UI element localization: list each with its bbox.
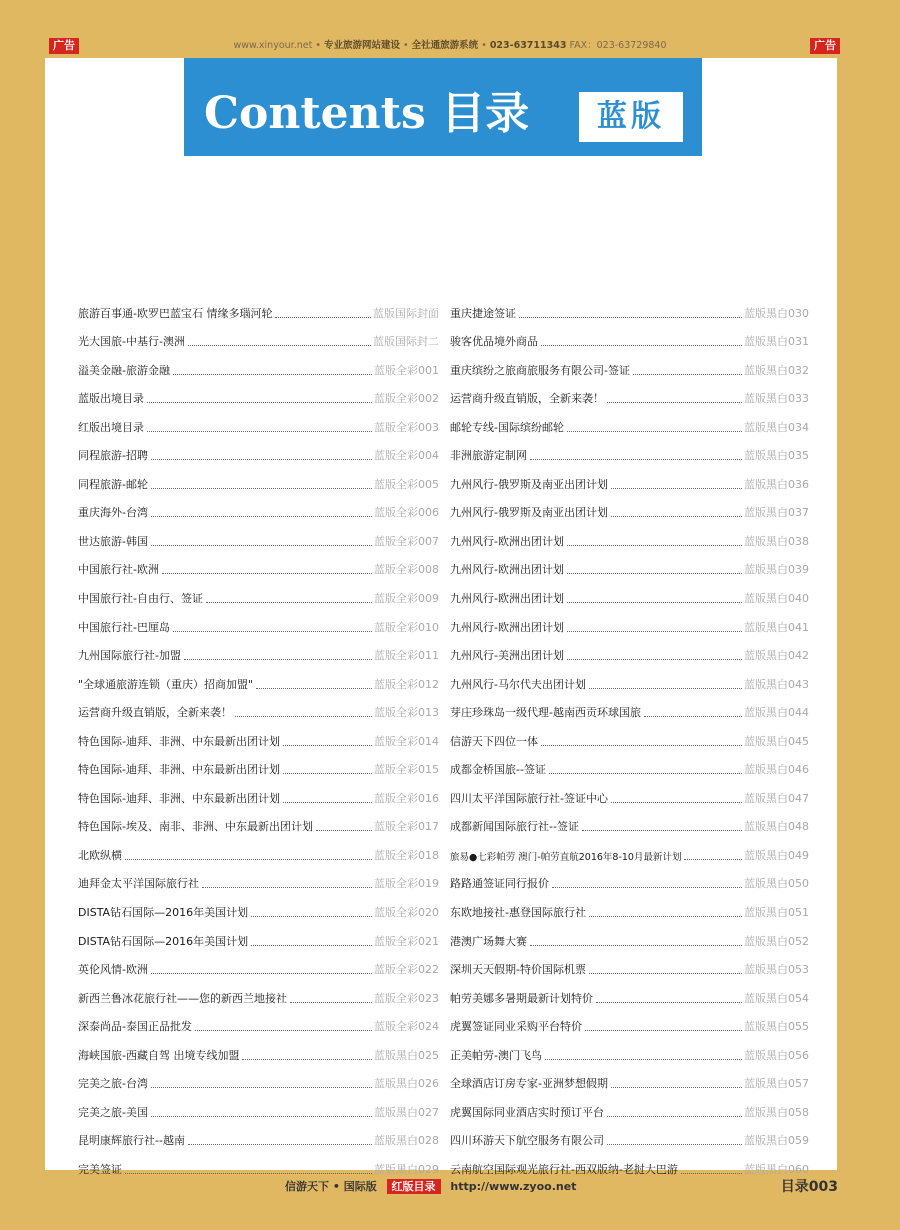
- toc-entry[interactable]: [78, 1006, 439, 1035]
- toc-entry-page: 蓝版黑白025: [374, 1048, 439, 1062]
- toc-leader-dots: [173, 631, 372, 632]
- toc-entry-title: DISTA钻石国际—2016年美国计划: [78, 934, 249, 948]
- toc-entry-page: 蓝版黑白051: [744, 906, 809, 920]
- toc-entry-title: 虎翼签证同业采购平台特价: [450, 1020, 582, 1034]
- toc-entry-title: 邮轮专线-国际缤纷邮轮: [450, 420, 564, 434]
- toc-entry-title: 世达旅游-韩国: [78, 534, 148, 548]
- toc-entry[interactable]: [78, 920, 439, 949]
- toc-entry[interactable]: [450, 577, 809, 606]
- toc-leader-dots: [151, 973, 372, 974]
- toc-leader-dots: [275, 317, 371, 318]
- banner-title: Contents 目录: [204, 88, 530, 139]
- toc-entry[interactable]: [450, 378, 809, 407]
- toc-entry-title: 深圳天天假期-特价国际机票: [450, 963, 586, 977]
- toc-leader-dots: [611, 516, 742, 517]
- toc-entry-page: 蓝版全彩012: [374, 677, 439, 691]
- toc-entry-title: 中国旅行社-巴厘岛: [78, 620, 170, 634]
- toc-entry-page: 蓝版黑白054: [744, 991, 809, 1005]
- toc-entry-title: 港澳广场舞大赛: [450, 934, 527, 948]
- toc-entry-page: 蓝版全彩017: [374, 820, 439, 834]
- toc-leader-dots: [589, 916, 742, 917]
- toc-entry[interactable]: [450, 492, 809, 521]
- toc-entry-page: 蓝版黑白043: [744, 677, 809, 691]
- toc-entry-page: 蓝版黑白032: [744, 363, 809, 377]
- toc-entry-title: 北欧纵横: [78, 848, 122, 862]
- toc-entry-title: 运营商升级直销版，全新来袭！: [78, 706, 232, 720]
- toc-entry[interactable]: [78, 435, 439, 464]
- toc-entry-page: 蓝版全彩002: [374, 392, 439, 406]
- toc-leader-dots: [290, 1002, 372, 1003]
- toc-entry-page: 蓝版全彩019: [374, 877, 439, 891]
- toc-entry-title: 重庆缤纷之旅商旅服务有限公司-签证: [450, 363, 630, 377]
- toc-entry-page: 蓝版黑白056: [744, 1048, 809, 1062]
- footer-url[interactable]: http://www.zyoo.net: [450, 1180, 577, 1193]
- toc-leader-dots: [684, 859, 742, 860]
- toc-entry-title: 同程旅游-招聘: [78, 449, 148, 463]
- bullet-icon: •: [403, 40, 412, 51]
- toc-entry-page: 蓝版全彩023: [374, 991, 439, 1005]
- toc-entry-page: 蓝版黑白026: [374, 1077, 439, 1091]
- toc-entry[interactable]: [78, 321, 439, 350]
- toc-leader-dots: [173, 374, 372, 375]
- toc-entry[interactable]: [450, 720, 809, 749]
- toc-leader-dots: [633, 374, 742, 375]
- toc-entry[interactable]: [450, 863, 809, 892]
- toc-entry-page: 蓝版全彩011: [374, 649, 439, 663]
- toc-entry[interactable]: [450, 663, 809, 692]
- toc-entry[interactable]: [78, 749, 439, 778]
- toc-entry[interactable]: [450, 1148, 809, 1177]
- toc-entry-page: 蓝版黑白053: [744, 963, 809, 977]
- toc-leader-dots: [151, 1116, 372, 1117]
- toc-entry[interactable]: [78, 349, 439, 378]
- toc-entry-page: 蓝版全彩013: [374, 706, 439, 720]
- toc-leader-dots: [541, 345, 742, 346]
- toc-entry[interactable]: [450, 777, 809, 806]
- toc-leader-dots: [567, 659, 742, 660]
- toc-entry-page: 蓝版黑白040: [744, 592, 809, 606]
- toc-entry-page: 蓝版黑白038: [744, 534, 809, 548]
- toc-leader-dots: [567, 545, 742, 546]
- toc-entry-page: 蓝版黑白042: [744, 649, 809, 663]
- toc-leader-dots: [589, 688, 742, 689]
- toc-entry[interactable]: [78, 891, 439, 920]
- toc-entry-page: 蓝版全彩015: [374, 763, 439, 777]
- bullet-icon: •: [481, 40, 490, 51]
- toc-entry[interactable]: [78, 577, 439, 606]
- toc-entry[interactable]: [450, 1120, 809, 1149]
- toc-entry-title: 完美之旅-台湾: [78, 1077, 148, 1091]
- toc-entry[interactable]: [78, 606, 439, 635]
- toc-entry-page: 蓝版全彩005: [374, 477, 439, 491]
- toc-leader-dots: [151, 545, 372, 546]
- toc-leader-dots: [611, 488, 742, 489]
- toc-entry-title: 正美帕劳-澳门飞鸟: [450, 1048, 542, 1062]
- toc-entry[interactable]: [450, 349, 809, 378]
- toc-leader-dots: [206, 602, 372, 603]
- toc-leader-dots: [202, 887, 372, 888]
- toc-entry-page: 蓝版黑白036: [744, 477, 809, 491]
- toc-leader-dots: [549, 773, 742, 774]
- toc-entry-title: 九州风行-美洲出团计划: [450, 649, 564, 663]
- toc-entry-title: 九州风行-欧洲出团计划: [450, 592, 564, 606]
- toc-entry-page: 蓝版全彩018: [374, 848, 439, 862]
- footer-brand: 信游天下 • 国际版: [285, 1180, 377, 1193]
- toc-entry-page: 蓝版黑白035: [744, 449, 809, 463]
- toc-leader-dots: [151, 516, 372, 517]
- toc-entry-title: 东欧地接社-惠登国际旅行社: [450, 906, 586, 920]
- footer-center: [285, 1178, 576, 1194]
- toc-leader-dots: [283, 802, 372, 803]
- toc-leader-dots: [681, 1173, 742, 1174]
- toc-entry-title: 九州风行-俄罗斯及南亚出团计划: [450, 506, 608, 520]
- toc-entry[interactable]: [450, 292, 809, 321]
- toc-entry-page: 蓝版全彩020: [374, 906, 439, 920]
- toc-entry-page: 蓝版全彩014: [374, 734, 439, 748]
- toc-entry-title: 帕劳美娜多暑期最新计划特价: [450, 991, 593, 1005]
- toc-entry-title: 光大国旅-中基行-澳洲: [78, 335, 185, 349]
- toc-entry-page: 蓝版黑白045: [744, 734, 809, 748]
- toc-leader-dots: [251, 945, 372, 946]
- toc-entry-title: 旅易●七彩帕劳 澳门-帕劳直航2016年8-10月最新计划: [450, 851, 682, 863]
- toc-leader-dots: [567, 602, 742, 603]
- toc-entry-page: 蓝版黑白047: [744, 791, 809, 805]
- toc-leader-dots: [611, 802, 742, 803]
- toc-entry-title: 特色国际-迪拜、非洲、中东最新出团计划: [78, 763, 280, 777]
- toc-entry[interactable]: [450, 1063, 809, 1092]
- toc-entry-page: 蓝版国际封二: [373, 335, 439, 349]
- toc-entry-title: 海峡国旅-西藏自驾 出境专线加盟: [78, 1048, 240, 1062]
- toc-leader-dots: [541, 745, 742, 746]
- toc-entry[interactable]: [78, 863, 439, 892]
- toc-entry[interactable]: [78, 1063, 439, 1092]
- toc-entry-page: 蓝版黑白060: [744, 1162, 809, 1176]
- toc-entry-title: 成都金桥国旅--签证: [450, 763, 546, 777]
- toc-leader-dots: [567, 573, 742, 574]
- toc-entry[interactable]: [450, 520, 809, 549]
- toc-leader-dots: [644, 716, 742, 717]
- banner-badge: 蓝版: [579, 92, 683, 142]
- toc-entry[interactable]: [78, 806, 439, 835]
- toc-entry-page: 蓝版全彩008: [374, 563, 439, 577]
- toc-entry[interactable]: [450, 692, 809, 721]
- contents-banner: [184, 58, 702, 156]
- toc-entry[interactable]: [450, 977, 809, 1006]
- toc-entry-title: DISTA钻石国际—2016年美国计划: [78, 906, 249, 920]
- toc-entry[interactable]: [450, 949, 809, 978]
- toc-entry-title: 迪拜金太平洋国际旅行社: [78, 877, 199, 891]
- toc-entry-page: 蓝版黑白044: [744, 706, 809, 720]
- toc-entry-title: 中国旅行社-欧洲: [78, 563, 159, 577]
- toc-leader-dots: [147, 431, 372, 432]
- header-site[interactable]: www.xinyour.net: [233, 40, 313, 51]
- toc-entry[interactable]: [78, 949, 439, 978]
- toc-entry-title: 英伦风情-欧洲: [78, 963, 148, 977]
- toc-entry[interactable]: [78, 549, 439, 578]
- header-phone: 023-63711343: [489, 40, 567, 51]
- toc-entry-title: 九州风行-欧洲出团计划: [450, 620, 564, 634]
- toc-entry[interactable]: [450, 435, 809, 464]
- toc-entry-page: 蓝版黑白034: [744, 420, 809, 434]
- toc-entry-title: 九州风行-欧洲出团计划: [450, 534, 564, 548]
- toc-entry-page: 蓝版黑白046: [744, 763, 809, 777]
- toc-entry-title: 四川环游天下航空服务有限公司: [450, 1134, 604, 1148]
- toc-entry-page: 蓝版黑白030: [744, 306, 809, 320]
- toc-leader-dots: [235, 716, 372, 717]
- toc-leader-dots: [242, 1059, 372, 1060]
- toc-entry[interactable]: [450, 406, 809, 435]
- toc-entry-title: 九州风行-俄罗斯及南亚出团计划: [450, 477, 608, 491]
- toc-entry-title: 信游天下四位一体: [450, 734, 538, 748]
- toc-column-right: [450, 292, 809, 1177]
- toc-leader-dots: [567, 631, 742, 632]
- toc-entry-page: 蓝版黑白052: [744, 934, 809, 948]
- toc-entry-title: 路路通签证同行报价: [450, 877, 549, 891]
- toc-entry-title: 深泰尚品-泰国正品批发: [78, 1020, 192, 1034]
- toc-entry-title: 虎翼国际同业酒店实时预订平台: [450, 1105, 604, 1119]
- toc-entry-page: 蓝版黑白059: [744, 1134, 809, 1148]
- toc-entry[interactable]: [78, 378, 439, 407]
- bullet-icon: •: [315, 40, 324, 51]
- ad-label-left: 广告: [49, 38, 79, 54]
- toc-entry-title: 重庆海外-台湾: [78, 506, 148, 520]
- toc-entry-page: 蓝版国际封面: [373, 306, 439, 320]
- toc-entry-page: 蓝版全彩010: [374, 620, 439, 634]
- toc-entry-page: 蓝版黑白028: [374, 1134, 439, 1148]
- toc-entry-title: 新西兰鲁冰花旅行社——您的新西兰地接社: [78, 991, 287, 1005]
- toc-leader-dots: [125, 859, 372, 860]
- toc-entry-title: 中国旅行社-自由行、签证: [78, 592, 203, 606]
- toc-entry[interactable]: [450, 891, 809, 920]
- toc-entry[interactable]: [78, 1120, 439, 1149]
- header-bar: [0, 36, 900, 56]
- toc-entry[interactable]: [78, 1034, 439, 1063]
- toc-leader-dots: [251, 916, 372, 917]
- toc-entry-title: 九州国际旅行社-加盟: [78, 649, 181, 663]
- toc-entry-title: 成都新闻国际旅行社--签证: [450, 820, 579, 834]
- toc-entry-title: 非洲旅游定制网: [450, 449, 527, 463]
- toc-entry-title: 完美签证: [78, 1162, 122, 1176]
- toc-leader-dots: [530, 459, 742, 460]
- toc-entry-title: 特色国际-埃及、南非、非洲、中东最新出团计划: [78, 820, 313, 834]
- toc-entry-title: 九州风行-欧洲出团计划: [450, 563, 564, 577]
- toc-entry[interactable]: [78, 492, 439, 521]
- toc-entry-page: 蓝版黑白055: [744, 1020, 809, 1034]
- toc-entry-page: 蓝版全彩003: [374, 420, 439, 434]
- toc-entry-page: 蓝版全彩007: [374, 534, 439, 548]
- toc-entry[interactable]: [450, 463, 809, 492]
- toc-entry[interactable]: [78, 1148, 439, 1177]
- toc-entry-page: 蓝版全彩024: [374, 1020, 439, 1034]
- header-fax: FAX：023-63729840: [569, 40, 667, 51]
- footer-page-number: 目录003: [780, 1179, 838, 1195]
- toc-leader-dots: [151, 488, 372, 489]
- toc-leader-dots: [607, 402, 742, 403]
- toc-entry-page: 蓝版全彩009: [374, 592, 439, 606]
- toc-entry-title: 昆明康辉旅行社--越南: [78, 1134, 185, 1148]
- toc-leader-dots: [519, 317, 742, 318]
- toc-entry[interactable]: [450, 1034, 809, 1063]
- toc-leader-dots: [162, 573, 372, 574]
- toc-entry-title: 九州风行-马尔代夫出团计划: [450, 677, 586, 691]
- toc-entry[interactable]: [78, 692, 439, 721]
- toc-entry[interactable]: [78, 635, 439, 664]
- toc-entry[interactable]: [78, 463, 439, 492]
- toc-entry-page: 蓝版全彩022: [374, 963, 439, 977]
- toc-entry[interactable]: [450, 834, 809, 863]
- toc-leader-dots: [530, 945, 742, 946]
- toc-entry-page: 蓝版黑白041: [744, 620, 809, 634]
- toc-leader-dots: [188, 1144, 372, 1145]
- toc-entry[interactable]: [450, 1091, 809, 1120]
- toc-entry[interactable]: [78, 720, 439, 749]
- toc-entry[interactable]: [450, 806, 809, 835]
- toc-entry[interactable]: [78, 663, 439, 692]
- toc-entry-title: "全球通旅游连锁（重庆）招商加盟": [78, 677, 254, 691]
- toc-entry-page: 蓝版黑白050: [744, 877, 809, 891]
- toc-entry-page: 蓝版黑白058: [744, 1105, 809, 1119]
- toc-entry[interactable]: [78, 777, 439, 806]
- toc-leader-dots: [545, 1059, 742, 1060]
- toc-leader-dots: [184, 659, 372, 660]
- toc-entry[interactable]: [450, 920, 809, 949]
- toc-leader-dots: [589, 973, 742, 974]
- toc-leader-dots: [316, 830, 372, 831]
- toc-entry[interactable]: [450, 321, 809, 350]
- footer: [0, 1176, 900, 1196]
- toc-entry-page: 蓝版黑白057: [744, 1077, 809, 1091]
- header-service1: 专业旅游网站建设: [323, 40, 400, 51]
- toc-leader-dots: [607, 1144, 742, 1145]
- toc-entry-title: 溢美金融-旅游金融: [78, 363, 170, 377]
- toc-entry-page: 蓝版黑白027: [374, 1105, 439, 1119]
- toc-leader-dots: [151, 459, 372, 460]
- toc-entry[interactable]: [450, 1006, 809, 1035]
- toc-leader-dots: [147, 402, 372, 403]
- toc-entry-title: 特色国际-迪拜、非洲、中东最新出团计划: [78, 734, 280, 748]
- toc-leader-dots: [195, 1030, 372, 1031]
- toc-entry-page: 蓝版全彩006: [374, 506, 439, 520]
- toc-entry[interactable]: [78, 834, 439, 863]
- toc-entry[interactable]: [450, 549, 809, 578]
- ad-label-right: 广告: [810, 38, 840, 54]
- header-service2: 全社通旅游系统: [411, 40, 479, 51]
- toc-entry[interactable]: [78, 1091, 439, 1120]
- toc-entry-title: 运营商升级直销版，全新来袭！: [450, 392, 604, 406]
- toc-entry-page: 蓝版黑白037: [744, 506, 809, 520]
- toc-entry[interactable]: [78, 292, 439, 321]
- toc-entry-title: 红版出境目录: [78, 420, 144, 434]
- toc-entry-title: 全球酒店订房专家-亚洲梦想假期: [450, 1077, 608, 1091]
- toc-entry[interactable]: [450, 606, 809, 635]
- toc-leader-dots: [582, 830, 742, 831]
- toc-leader-dots: [188, 345, 371, 346]
- toc-entry-title: 完美之旅-美国: [78, 1105, 148, 1119]
- toc-leader-dots: [585, 1030, 742, 1031]
- toc-entry[interactable]: [450, 749, 809, 778]
- toc-entry[interactable]: [450, 635, 809, 664]
- toc-entry-page: 蓝版全彩021: [374, 934, 439, 948]
- toc-entry[interactable]: [78, 977, 439, 1006]
- toc-leader-dots: [256, 688, 372, 689]
- toc-leader-dots: [125, 1173, 372, 1174]
- toc-entry-page: 蓝版黑白033: [744, 392, 809, 406]
- toc-entry-title: 四川太平洋国际旅行社-签证中心: [450, 791, 608, 805]
- toc-entry-title: 重庆捷途签证: [450, 306, 516, 320]
- toc-leader-dots: [283, 773, 372, 774]
- toc-entry-page: 蓝版黑白049: [744, 848, 809, 862]
- toc-leader-dots: [283, 745, 372, 746]
- toc-leader-dots: [611, 1087, 742, 1088]
- toc-leader-dots: [596, 1002, 742, 1003]
- toc-leader-dots: [567, 431, 742, 432]
- toc-entry-page: 蓝版黑白031: [744, 335, 809, 349]
- toc-column-left: [78, 292, 439, 1177]
- toc-entry-title: 芽庄珍珠岛一级代理-越南西贡环球国旅: [450, 706, 641, 720]
- toc-entry-page: 蓝版黑白048: [744, 820, 809, 834]
- toc-entry-page: 蓝版黑白039: [744, 563, 809, 577]
- toc-entry-title: 特色国际-迪拜、非洲、中东最新出团计划: [78, 791, 280, 805]
- toc-leader-dots: [151, 1087, 372, 1088]
- toc-entry-page: 蓝版黑白029: [374, 1162, 439, 1176]
- toc-entry-title: 同程旅游-邮轮: [78, 477, 148, 491]
- toc-leader-dots: [607, 1116, 742, 1117]
- toc-entry-title: 蓝版出境目录: [78, 392, 144, 406]
- toc-entry-page: 蓝版全彩004: [374, 449, 439, 463]
- toc-leader-dots: [552, 887, 742, 888]
- toc-entry[interactable]: [78, 406, 439, 435]
- toc-entry-title: 旅游百事通-欧罗巴蓝宝石 情缘多瑙河轮: [78, 306, 273, 320]
- toc-entry-title: 骏客优品境外商品: [450, 335, 538, 349]
- toc-entry-page: 蓝版全彩001: [374, 363, 439, 377]
- toc-entry-page: 蓝版全彩016: [374, 791, 439, 805]
- footer-tag: 红版目录: [387, 1179, 441, 1194]
- toc-entry-title: 云南航空国际观光旅行社-西双版纳-老挝大巴游: [450, 1162, 678, 1176]
- toc-entry[interactable]: [78, 520, 439, 549]
